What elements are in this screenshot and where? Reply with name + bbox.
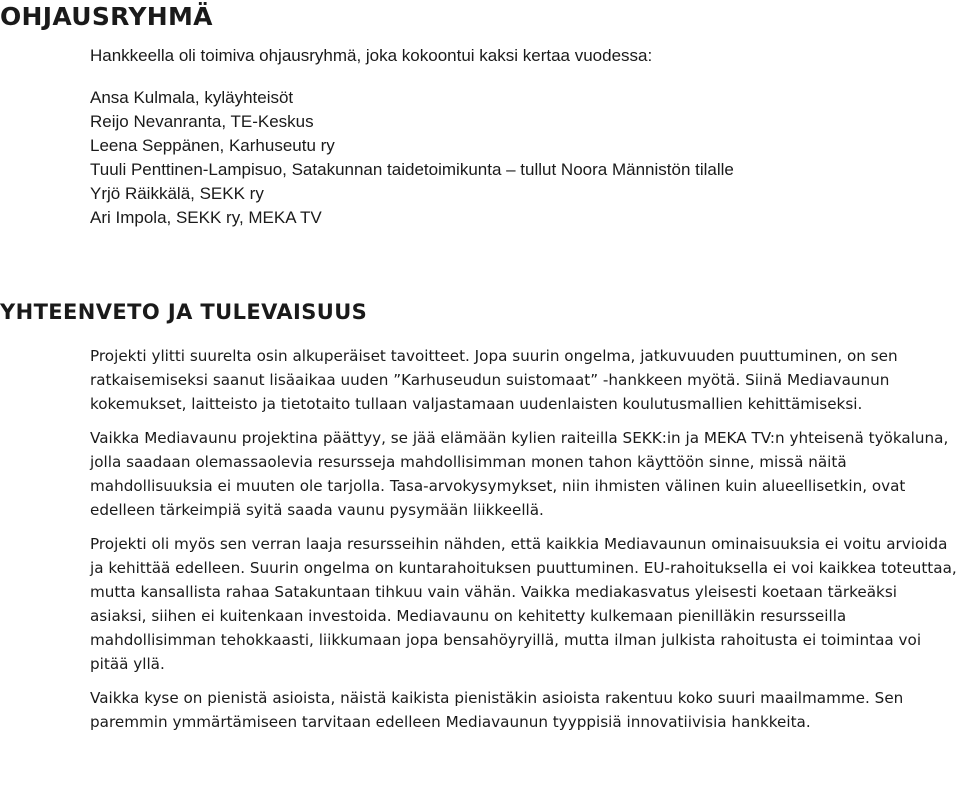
steering-group-intro: Hankkeella oli toimiva ohjausryhmä, joka kokoontui kaksi kertaa vuodessa: [90, 46, 653, 65]
member-item: Tuuli Penttinen-Lampisuo, Satakunnan taidetoimikunta – tullut Noora Männistön tilalle [90, 160, 734, 179]
section-heading-ohjausryhma: OHJAUSRYHMÄ [0, 2, 213, 31]
summary-paragraph: Projekti ylitti suurelta osin alkuperäiset tavoitteet. Jopa suurin ongelma, jatkuvuuden puuttuminen, on sen ratkaisemiseksi saanut lisäaikaa uuden ”Karhuseudun suistomaat” -hankkeen myötä. Siinä Mediavaunun kokemukset, laitteisto ja tietotaito tullaan valjastamaan uudenlaisten koulutusmallien kehittämiseksi. [90, 347, 898, 413]
member-item: Yrjö Räikkälä, SEKK ry [90, 184, 264, 203]
member-item: Ari Impola, SEKK ry, MEKA TV [90, 208, 322, 227]
member-item: Ansa Kulmala, kyläyhteisöt [90, 88, 294, 107]
summary-paragraph: Projekti oli myös sen verran laaja resursseihin nähden, että kaikkia Mediavaunun ominaisuuksia ei voitu arvioida ja kehittää edelleen. Suurin ongelma on kuntarahoituksen puuttuminen. EU-rahoituksella ei voi kaikkea toteuttaa, mutta kansallista rahaa Satakuntaan tihkuu vain vähän. Vaikka mediakasvatus yleisesti koetaan tärkeäksi asiaksi, siihen ei kuitenkaan investoida. Mediavaunu on kehitetty kulkemaan pienilläkin resursseilla mahdollisimman tehokkaasti, liikkumaan jopa bensahöyryillä, mutta ilman julkista rahoitusta ei toimintaa voi pitää yllä. [90, 535, 957, 673]
member-item: Leena Seppänen, Karhuseutu ry [90, 136, 335, 155]
section-heading-yhteenveto: YHTEENVETO JA TULEVAISUUS [0, 300, 368, 324]
summary-paragraph: Vaikka Mediavaunu projektina päättyy, se jää elämään kylien raiteilla SEKK:in ja MEKA TV:n yhteisenä työkaluna, jolla saadaan olemassaolevia resursseja mahdollisimman monen tahon käyttöön sinne, missä näitä mahdollisuuksia ei muuten ole tarjolla. Tasa-arvokysymykset, niin ihmisten välinen kuin alueellisetkin, ovat edelleen tärkeimpiä syitä saada vaunu pysymään liikkeellä. [90, 429, 949, 519]
summary-paragraph: Vaikka kyse on pienistä asioista, näistä kaikista pienistäkin asioista rakentuu koko suuri maailmamme. Sen paremmin ymmärtämiseen tarvitaan edelleen Mediavaunun tyyppisiä innovatiivisia hankkeita. [90, 689, 904, 731]
member-item: Reijo Nevanranta, TE-Keskus [90, 112, 314, 131]
steering-group-member-list [90, 86, 734, 230]
summary-body [90, 344, 958, 744]
